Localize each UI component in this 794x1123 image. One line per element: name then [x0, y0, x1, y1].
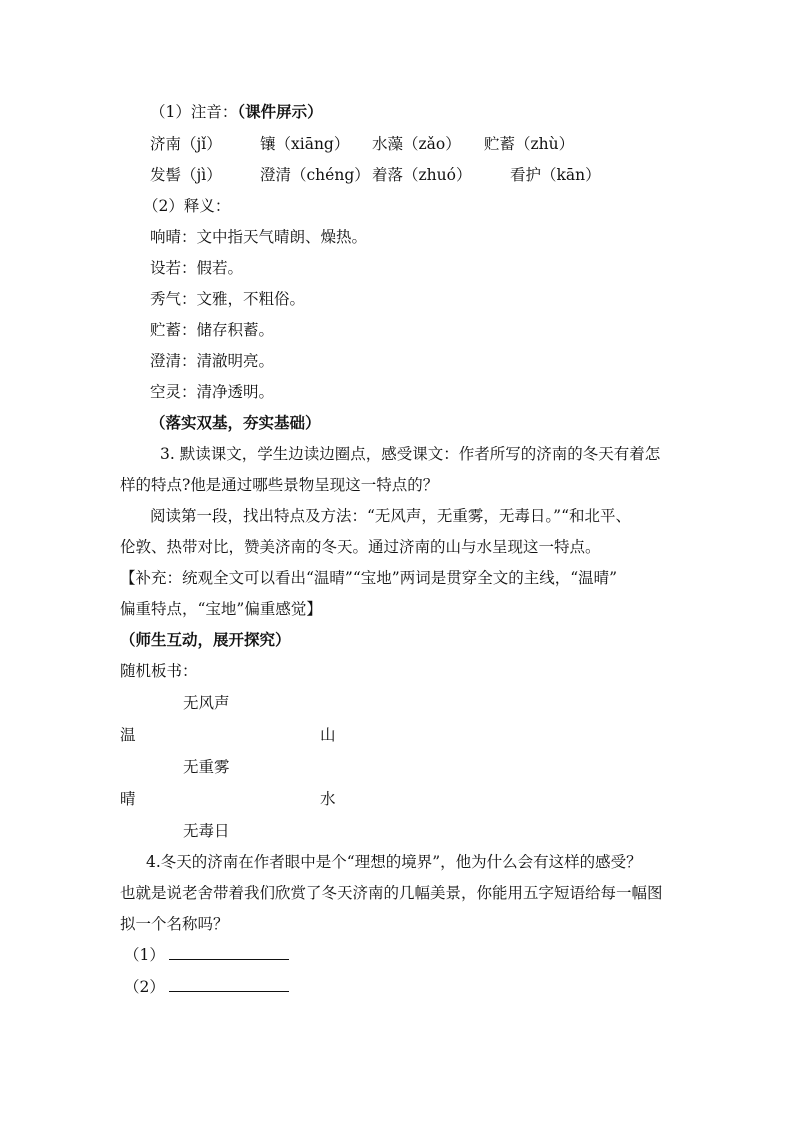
q4-line: 拟一个名称吗？ [120, 915, 229, 933]
board-qing: 晴 [120, 790, 136, 808]
pinyin-item: 澄清（chéng） [260, 166, 370, 184]
explain-item: 澄清：清澈明亮。 [150, 352, 275, 370]
q3-line: 样的特点?他是通过哪些景物呈现这一特点的？ [120, 476, 439, 494]
board-shui: 水 [320, 790, 336, 808]
board-wind: 无风声 [183, 694, 230, 712]
blank-label: （2） [124, 978, 165, 996]
explain-item: 秀气：文雅，不粗俗。 [150, 290, 306, 308]
answer-blank[interactable] [169, 945, 289, 960]
q3-supplement-line: 【补充：统观全文可以看出“温晴”“宝地”两词是贯穿全文的主线，“温晴” [120, 569, 618, 587]
explain-item: 响晴：文中指天气晴朗、燥热。 [150, 228, 368, 246]
q3-answer-line: 阅读第一段，找出特点及方法：“无风声，无重雾，无毒日。”“和北平、 [150, 507, 632, 525]
answer-blank-row [124, 977, 289, 997]
pinyin-item: 济南（jǐ） [150, 135, 222, 153]
q3-line: 3. 默读课文，学生边读边圈点，感受课文：作者所写的济南的冬天有着怎 [160, 445, 661, 463]
q4-line: 也就是说老舍带着我们欣赏了冬天济南的几幅美景，你能用五字短语给每一幅图 [120, 884, 663, 902]
explain-title: （2）释义： [143, 197, 231, 215]
pinyin-item: 镶（xiāng） [260, 135, 350, 153]
explain-item: 空灵：清净透明。 [150, 383, 275, 401]
pinyin-item: 着落（zhuó） [372, 166, 472, 184]
explain-item: 贮蓄：储存积蓄。 [150, 321, 275, 339]
pinyin-title: （1）注音： [150, 103, 238, 121]
board-shan: 山 [320, 726, 336, 744]
pinyin-heading [150, 102, 323, 122]
answer-blank-row [124, 945, 289, 965]
answer-blank[interactable] [169, 977, 289, 992]
board-fog: 无重雾 [183, 758, 230, 776]
pinyin-item: 发髻（jì） [150, 166, 222, 184]
q3-supplement-line: 偏重特点，“宝地”偏重感觉】 [120, 600, 322, 618]
board-sun: 无毒日 [183, 822, 230, 840]
interact-note: （师生互动，展开探究） [120, 630, 291, 649]
explain-item: 设若：假若。 [150, 259, 244, 277]
pinyin-item: 水藻（zǎo） [372, 135, 461, 153]
pinyin-title-note: （课件屏示） [237, 102, 323, 121]
board-wen: 温 [120, 726, 136, 744]
pinyin-item: 贮蓄（zhù） [484, 135, 575, 153]
q3-answer-line: 伦敦、热带对比，赞美济南的冬天。通过济南的山与水呈现这一特点。 [120, 538, 601, 556]
foundation-note: （落实双基，夯实基础） [150, 413, 321, 432]
q4-line: 4.冬天的济南在作者眼中是个“理想的境界”，他为什么会有这样的感受？ [146, 853, 642, 871]
board-title: 随机板书： [120, 662, 198, 680]
pinyin-item: 看护（kān） [510, 166, 601, 184]
blank-label: （1） [124, 946, 165, 964]
